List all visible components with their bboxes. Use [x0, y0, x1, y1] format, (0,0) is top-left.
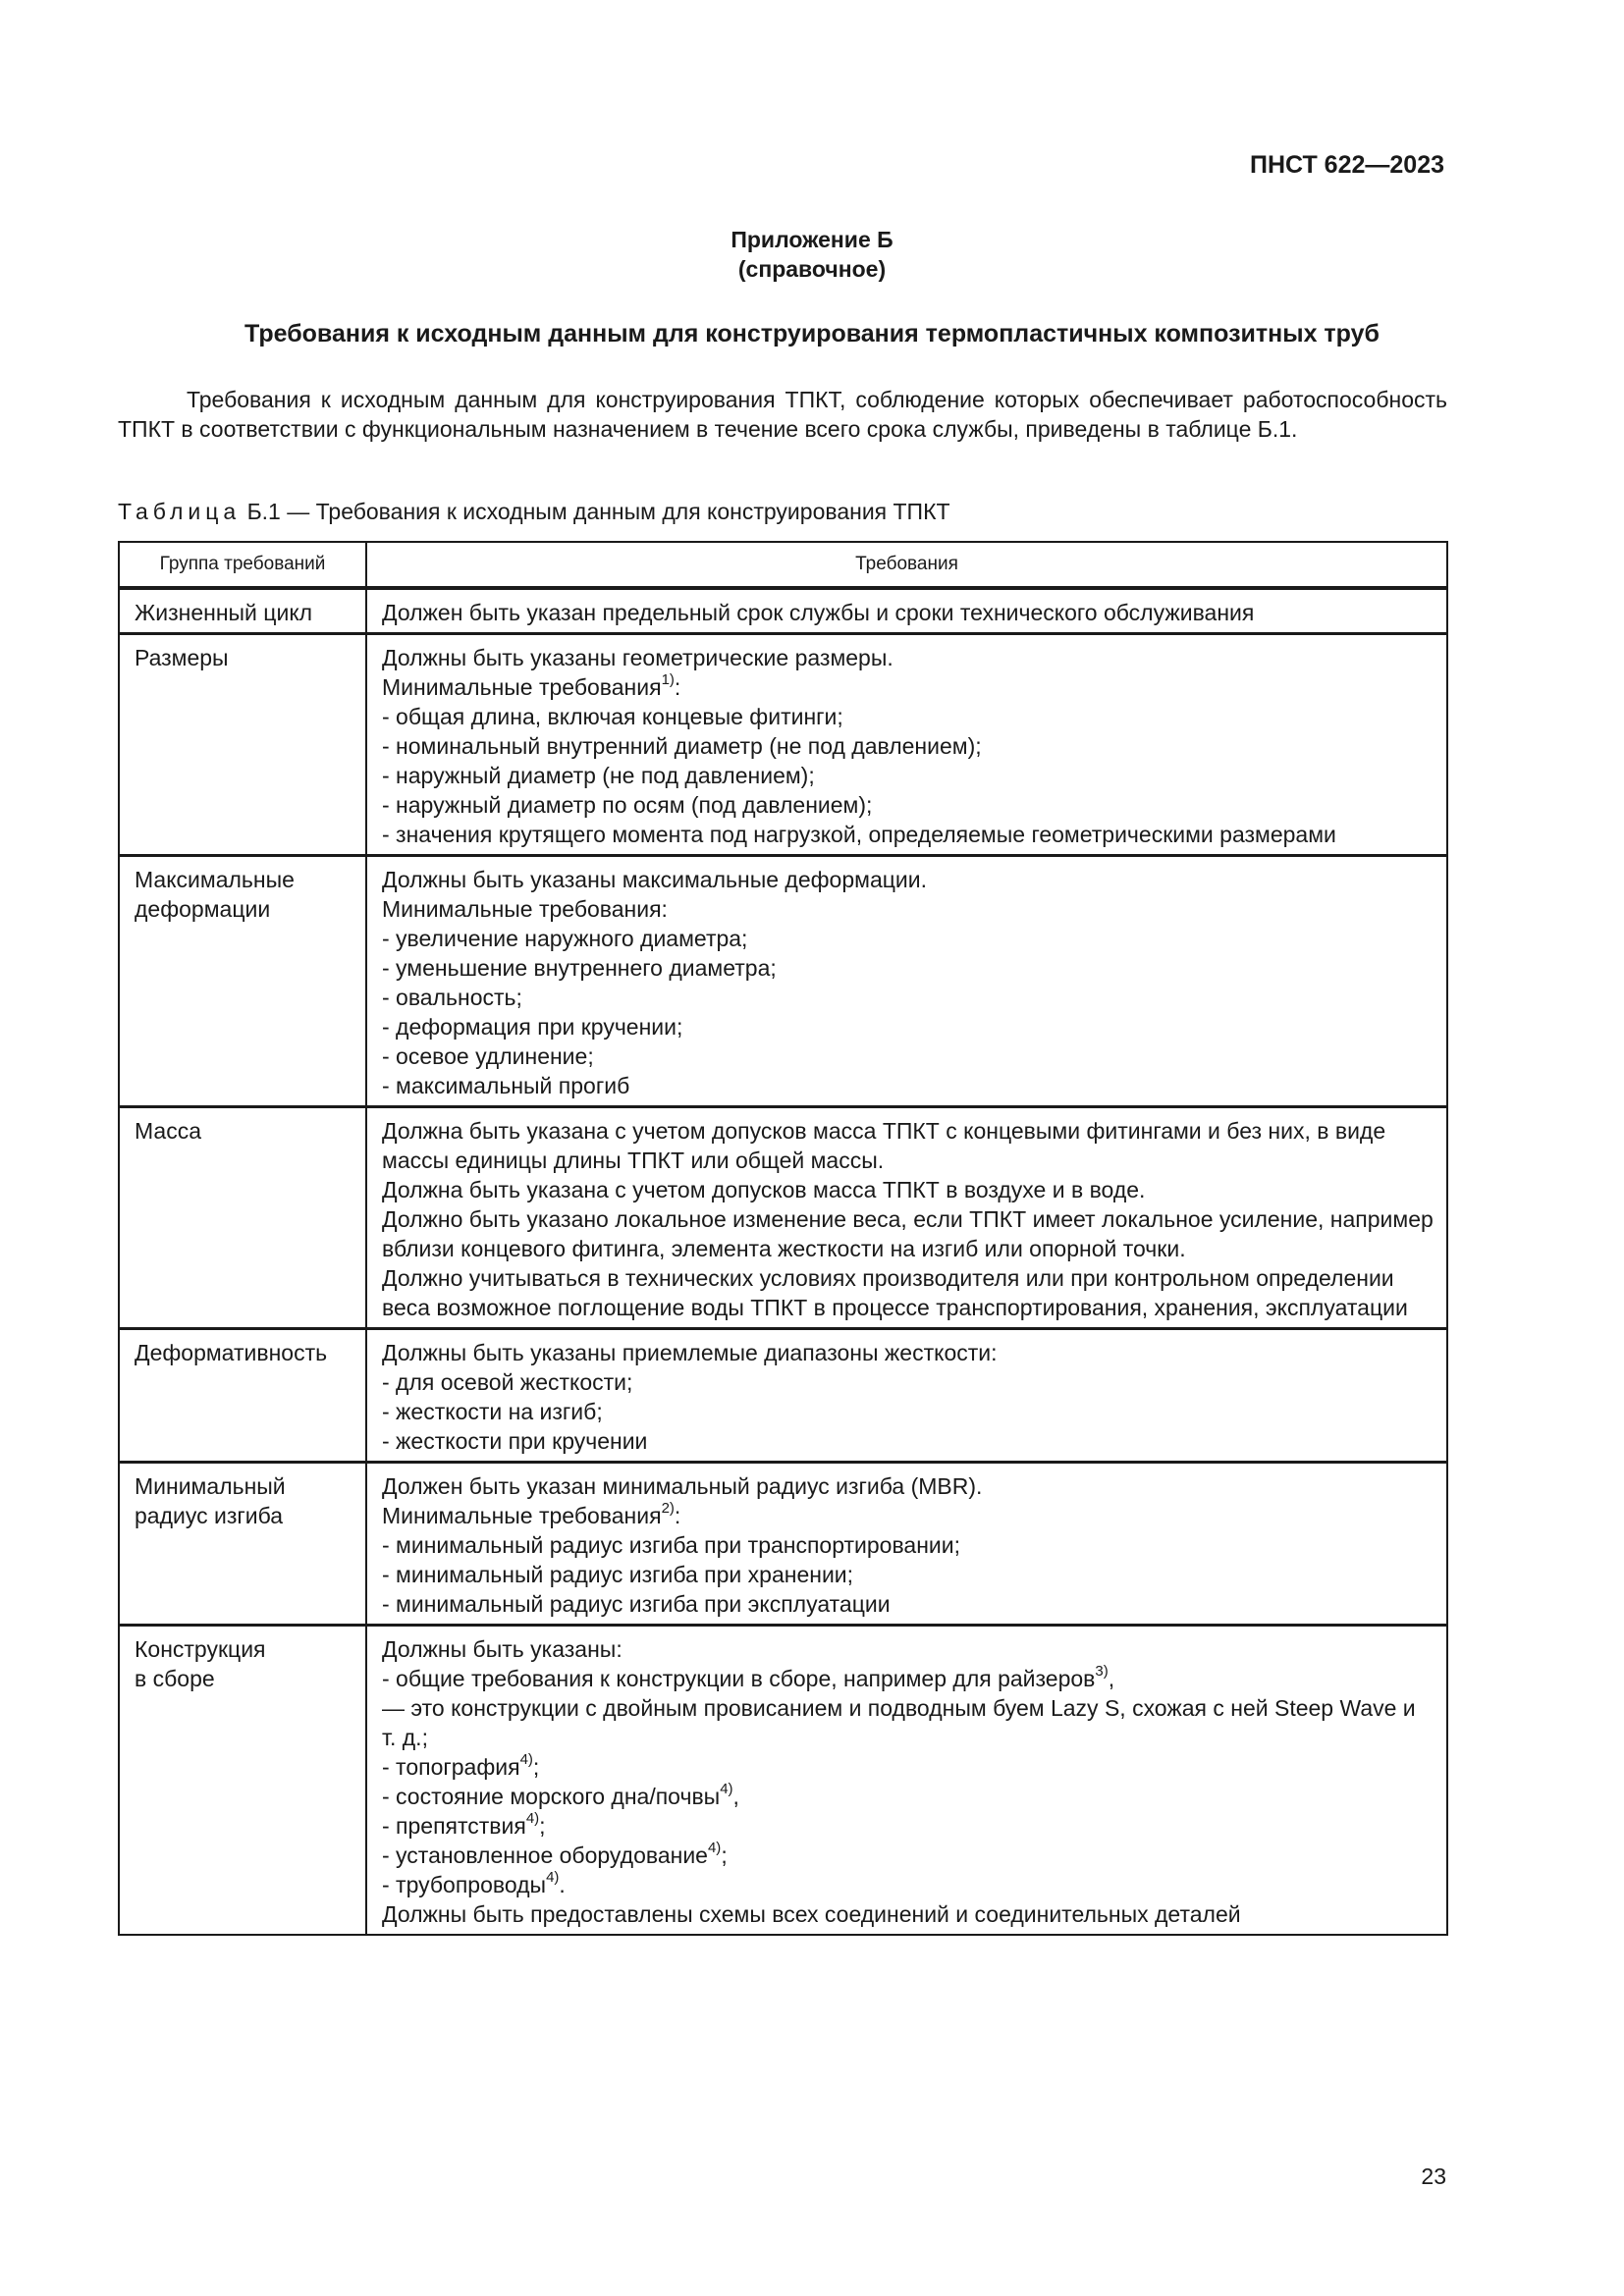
requirement-line: [382, 924, 1434, 953]
requirement-line: [382, 953, 1434, 983]
group-cell: [119, 856, 366, 1107]
requirement-text: Должны быть предоставлены схемы всех соединений и соединительных деталей: [382, 1901, 1241, 1927]
intro-paragraph: Требования к исходным данным для конструирования ТПКТ, соблюдение которых обеспечивает работоспособность ТПКТ в соответствии с функциональным назначением в течение всего срока службы, приведены в таблице Б.1.: [118, 387, 1447, 442]
table-caption: [118, 499, 950, 525]
group-label-line: деформации: [135, 896, 271, 922]
requirement-text: - овальность;: [382, 985, 522, 1010]
requirement-punctuation: ,: [732, 1784, 739, 1809]
requirement-text: - жесткости при кручении: [382, 1428, 648, 1454]
requirement-text: - максимальный прогиб: [382, 1073, 630, 1098]
requirement-text: - минимальный радиус изгиба при эксплуатации: [382, 1591, 891, 1617]
requirement-text: - общая длина, включая концевые фитинги;: [382, 704, 843, 729]
group-cell: [119, 1107, 366, 1329]
requirement-line: [382, 1175, 1434, 1204]
document-code: ПНСТ 622—2023: [1250, 151, 1444, 179]
footnote-marker: 4): [519, 1751, 533, 1769]
requirement-text: - минимальный радиус изгиба при транспортировании;: [382, 1532, 961, 1558]
requirement-punctuation: ;: [539, 1813, 546, 1839]
footnote-marker: 4): [707, 1840, 722, 1857]
requirement-line: [382, 1870, 1434, 1899]
requirement-line: [382, 1664, 1434, 1693]
requirements-cell: [366, 634, 1447, 856]
requirement-line: [382, 1634, 1434, 1664]
requirements-cell: [366, 1463, 1447, 1626]
requirement-text: - увеличение наружного диаметра;: [382, 926, 748, 951]
requirement-text: Должны быть указаны приемлемые диапазоны жесткости:: [382, 1340, 998, 1365]
requirement-line: [382, 1782, 1434, 1811]
requirement-punctuation: ;: [532, 1754, 540, 1780]
requirement-line: [382, 820, 1434, 849]
requirement-line: [382, 1560, 1434, 1589]
requirement-text: - жесткости на изгиб;: [382, 1399, 603, 1424]
group-label-line: Жизненный цикл: [135, 600, 313, 625]
requirement-text: - препятствия: [382, 1813, 526, 1839]
requirement-line: [382, 1899, 1434, 1929]
requirement-text: - значения крутящего момента под нагрузкой, определяемые геометрическими размерами: [382, 822, 1336, 847]
requirements-cell: [366, 588, 1447, 634]
requirement-text: — это конструкции с двойным провисанием и подводным буем Lazy S, схожая с ней Steep Wave и т. д.;: [382, 1695, 1416, 1750]
requirement-line: [382, 1071, 1434, 1100]
requirements-table: [118, 541, 1448, 1936]
requirement-text: - минимальный радиус изгиба при хранении;: [382, 1562, 854, 1587]
requirement-text: Должно учитываться в технических условиях производителя или при контрольном определении веса возможное поглощение воды ТПКТ в процессе транспортирования, хранения, эксплуатации: [382, 1265, 1408, 1320]
group-cell: [119, 1463, 366, 1626]
requirement-line: [382, 1263, 1434, 1322]
requirements-cell: [366, 1107, 1447, 1329]
footnote-marker: 4): [525, 1810, 540, 1828]
requirement-line: [382, 790, 1434, 820]
requirement-text: Должны быть указаны:: [382, 1636, 623, 1662]
table-body: [119, 588, 1447, 1935]
group-label-line: Масса: [135, 1118, 202, 1144]
requirement-punctuation: ,: [1108, 1666, 1115, 1691]
group-cell: [119, 634, 366, 856]
requirement-line: [382, 731, 1434, 761]
header-requirements: Требования: [366, 542, 1447, 588]
requirement-text: - для осевой жесткости;: [382, 1369, 633, 1395]
requirement-text: - наружный диаметр по осям (под давлением);: [382, 792, 873, 818]
footnote-marker: 4): [546, 1869, 560, 1887]
requirement-line: [382, 1471, 1434, 1501]
table-caption-label: Таблица: [118, 499, 242, 524]
requirement-line: [382, 1811, 1434, 1841]
requirement-line: [382, 1501, 1434, 1530]
table-row: [119, 588, 1447, 634]
requirements-cell: [366, 1329, 1447, 1463]
page-number: 23: [1421, 2163, 1446, 2189]
requirement-text: Должна быть указана с учетом допусков масса ТПКТ с концевыми фитингами и без них, в виде массы единицы длины ТПКТ или общей массы.: [382, 1118, 1386, 1173]
group-label-line: Размеры: [135, 645, 229, 670]
table-row: [119, 1626, 1447, 1936]
requirement-line: [382, 643, 1434, 672]
group-label-line: Минимальный: [135, 1473, 286, 1499]
footnote-marker: 3): [1095, 1663, 1109, 1681]
requirement-line: [382, 983, 1434, 1012]
requirement-text: Должен быть указан предельный срок службы и сроки технического обслуживания: [382, 600, 1255, 625]
footnote-marker: 2): [661, 1500, 675, 1518]
requirement-line: [382, 1693, 1434, 1752]
requirement-text: - установленное оборудование: [382, 1842, 708, 1868]
requirement-line: [382, 1589, 1434, 1619]
requirement-line: [382, 761, 1434, 790]
table-caption-text: — Требования к исходным данным для конструирования ТПКТ: [280, 499, 950, 524]
table-caption-number: Б.1: [246, 499, 281, 524]
requirement-line: [382, 702, 1434, 731]
requirement-text: Должен быть указан минимальный радиус изгиба (MBR).: [382, 1473, 983, 1499]
requirement-text: Минимальные требования:: [382, 896, 668, 922]
requirement-text: - топография: [382, 1754, 520, 1780]
group-cell: [119, 588, 366, 634]
footnote-marker: 1): [661, 671, 675, 689]
requirement-text: - осевое удлинение;: [382, 1043, 594, 1069]
group-label-line: радиус изгиба: [135, 1503, 284, 1528]
appendix-subtitle: (справочное): [737, 256, 887, 282]
footnote-marker: 4): [720, 1781, 733, 1798]
requirement-line: [382, 1841, 1434, 1870]
requirement-punctuation: :: [674, 1503, 681, 1528]
header-group: Группа требований: [119, 542, 366, 588]
requirement-text: Должны быть указаны максимальные деформации.: [382, 867, 927, 892]
requirement-text: - трубопроводы: [382, 1872, 547, 1897]
requirement-text: - уменьшение внутреннего диаметра;: [382, 955, 777, 981]
requirement-text: Должны быть указаны геометрические размеры.: [382, 645, 893, 670]
requirement-punctuation: .: [559, 1872, 566, 1897]
table-row: [119, 1329, 1447, 1463]
requirement-line: [382, 1338, 1434, 1367]
requirement-text: - наружный диаметр (не под давлением);: [382, 763, 815, 788]
requirement-text: - деформация при кручении;: [382, 1014, 683, 1040]
group-label-line: Деформативность: [135, 1340, 328, 1365]
requirement-text: - номинальный внутренний диаметр (не под давлением);: [382, 733, 982, 759]
requirements-cell: [366, 1626, 1447, 1936]
requirement-line: [382, 1012, 1434, 1041]
requirement-line: [382, 1116, 1434, 1175]
group-cell: [119, 1626, 366, 1936]
group-label-line: Конструкция: [135, 1636, 266, 1662]
table-row: [119, 1107, 1447, 1329]
table-row: [119, 634, 1447, 856]
section-title: Требования к исходным данным для конструирования термопластичных композитных труб: [244, 320, 1380, 347]
requirement-text: - общие требования к конструкции в сборе, например для райзеров: [382, 1666, 1096, 1691]
requirement-line: [382, 1530, 1434, 1560]
requirement-line: [382, 1204, 1434, 1263]
requirement-line: [382, 894, 1434, 924]
requirement-line: [382, 1752, 1434, 1782]
requirement-line: [382, 672, 1434, 702]
table-row: [119, 856, 1447, 1107]
requirement-line: [382, 1426, 1434, 1456]
requirement-punctuation: ;: [721, 1842, 728, 1868]
requirement-line: [382, 865, 1434, 894]
requirement-text: Должно быть указано локальное изменение веса, если ТПКТ имеет локальное усиление, например вблизи концевого фитинга, элемента жесткости на изгиб или опорной точки.: [382, 1206, 1434, 1261]
requirement-line: [382, 1367, 1434, 1397]
table-row: [119, 1463, 1447, 1626]
requirement-text: Должна быть указана с учетом допусков масса ТПКТ в воздухе и в воде.: [382, 1177, 1146, 1202]
requirement-line: [382, 1397, 1434, 1426]
group-label-line: в сборе: [135, 1666, 215, 1691]
requirements-cell: [366, 856, 1447, 1107]
appendix-title: Приложение Б: [731, 227, 893, 252]
requirement-text: Минимальные требования: [382, 1503, 662, 1528]
requirement-line: [382, 1041, 1434, 1071]
requirement-text: - состояние морского дна/почвы: [382, 1784, 721, 1809]
requirement-line: [382, 598, 1434, 627]
table-header-row: [119, 542, 1447, 588]
requirement-punctuation: :: [674, 674, 681, 700]
group-cell: [119, 1329, 366, 1463]
group-label-line: Максимальные: [135, 867, 295, 892]
appendix-heading: [0, 225, 1624, 284]
requirement-text: Минимальные требования: [382, 674, 662, 700]
